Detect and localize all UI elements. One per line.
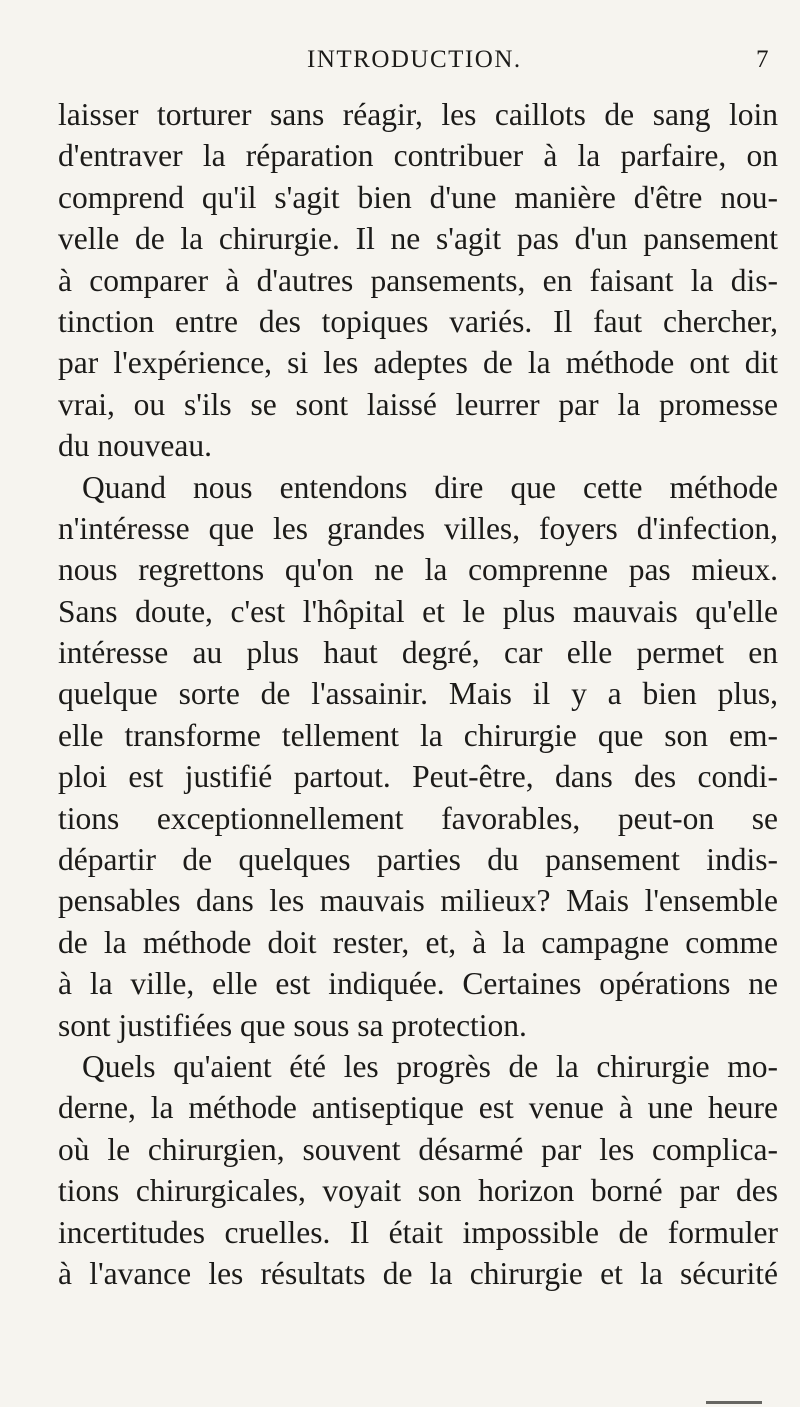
text-line: tions exceptionnellement favorables, peut-on se <box>58 800 778 836</box>
running-title: INTRODUCTION. <box>307 46 522 73</box>
text-line: n'intéresse que les grandes villes, foyers d'infection, <box>58 510 778 546</box>
text-line: vrai, ou s'ils se sont laissé leurrer par la promesse <box>58 386 778 422</box>
text-line: tinction entre des topiques variés. Il faut chercher, <box>58 303 778 339</box>
text-line: comprend qu'il s'agit bien d'une manière d'être nou- <box>58 179 778 215</box>
text-line: laisser torturer sans réagir, les caillots de sang loin <box>58 97 778 132</box>
text-line: velle de la chirurgie. Il ne s'agit pas d'un pansement <box>58 221 778 257</box>
text-line: quelque sorte de l'assainir. Mais il y a bien plus, <box>58 676 778 712</box>
body-text <box>58 94 778 1294</box>
catchword-mark <box>706 1401 762 1404</box>
text-line: elle transforme tellement la chirurgie que son em- <box>58 717 778 753</box>
paragraph-first-line: Quand nous entendons dire que cette méthode <box>82 469 778 505</box>
text-line: de la méthode doit rester, et, à la campagne comme <box>58 924 778 960</box>
text-line: départir de quelques parties du pansement indis- <box>58 842 778 878</box>
page-number: 7 <box>756 46 769 73</box>
paragraph-end-line: du nouveau. <box>58 428 212 464</box>
text-line: intéresse au plus haut degré, car elle permet en <box>58 635 778 671</box>
text-line: derne, la méthode antiseptique est venue à une heure <box>58 1090 778 1126</box>
text-line: d'entraver la réparation contribuer à la parfaire, on <box>58 138 778 174</box>
paragraph-end-line: sont justifiées que sous sa protection. <box>58 1007 527 1043</box>
running-head <box>0 40 800 80</box>
text-line: à la ville, elle est indiquée. Certaines opérations ne <box>58 966 778 1002</box>
text-line: incertitudes cruelles. Il était impossible de formuler <box>58 1214 778 1250</box>
text-line: où le chirurgien, souvent désarmé par les complica- <box>58 1131 778 1167</box>
text-line: Sans doute, c'est l'hôpital et le plus mauvais qu'elle <box>58 593 778 629</box>
paragraph-first-line: Quels qu'aient été les progrès de la chirurgie mo- <box>82 1048 778 1084</box>
text-line: à l'avance les résultats de la chirurgie et la sécurité <box>58 1255 778 1291</box>
text-line: pensables dans les mauvais milieux? Mais l'ensemble <box>58 883 778 919</box>
text-line: nous regrettons qu'on ne la comprenne pas mieux. <box>58 552 778 588</box>
text-line: ploi est justifié partout. Peut-être, dans des condi- <box>58 759 778 795</box>
text-line: à comparer à d'autres pansements, en faisant la dis- <box>58 262 778 298</box>
text-line: par l'expérience, si les adeptes de la méthode ont dit <box>58 345 778 381</box>
text-line: tions chirurgicales, voyait son horizon borné par des <box>58 1173 778 1209</box>
